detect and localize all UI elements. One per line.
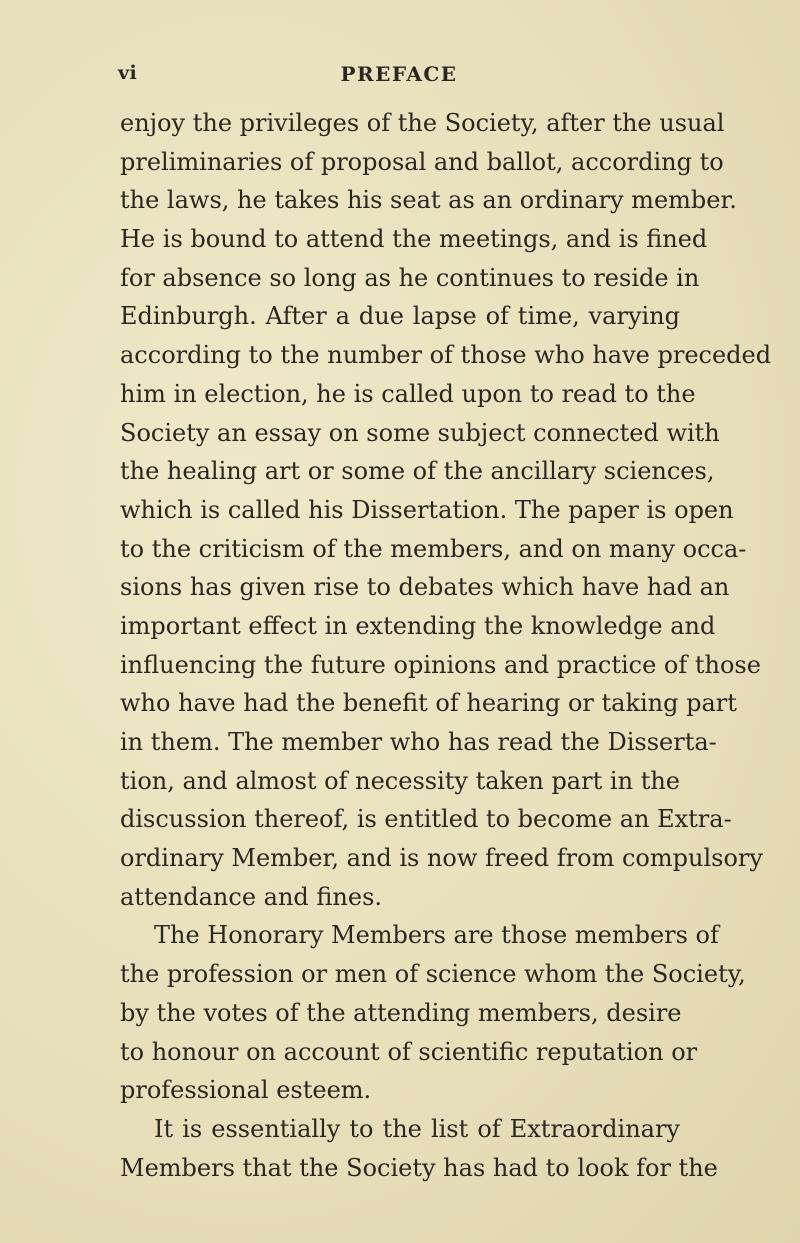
text-line: which is called his Dissertation. The paper is open — [120, 495, 734, 524]
text-line: him in election, he is called upon to read to the — [120, 379, 696, 408]
text-line: influencing the future opinions and practice of those — [120, 650, 761, 679]
running-head — [118, 62, 680, 90]
text-line: professional esteem. — [120, 1076, 372, 1105]
text-line: discussion thereof, is entitled to become an Extra- — [120, 805, 732, 834]
page-number: vi — [118, 62, 138, 84]
text-line: ordinary Member, and is now freed from compulsory — [120, 844, 763, 873]
text-line: Society an essay on some subject connected with — [120, 418, 720, 447]
text-line: the profession or men of science whom the Society, — [120, 960, 746, 989]
header-title: PREFACE — [340, 62, 458, 86]
text-line: sions has given rise to debates which have had an — [120, 573, 730, 602]
text-line: tion, and almost of necessity taken part in the — [120, 766, 680, 795]
text-line: important effect in extending the knowledge and — [120, 611, 716, 640]
text-line: Edinburgh. After a due lapse of time, varying — [120, 302, 680, 331]
text-line: who have had the benefit of hearing or taking part — [120, 689, 737, 718]
text-line: The Honorary Members are those members of — [154, 921, 719, 950]
text-line: Members that the Society has had to look for the — [120, 1153, 718, 1182]
body-text — [120, 104, 772, 1187]
text-line: for absence so long as he continues to reside in — [120, 263, 700, 292]
text-line: to the criticism of the members, and on many occa- — [120, 534, 747, 563]
text-line: to honour on account of scientific reputation or — [120, 1037, 698, 1066]
text-line: It is essentially to the list of Extraordinary — [154, 1114, 680, 1143]
text-line: the healing art or some of the ancillary sciences, — [120, 457, 715, 486]
text-line: enjoy the privileges of the Society, after the usual — [120, 109, 725, 137]
text-line: by the votes of the attending members, desire — [120, 998, 682, 1027]
text-line: He is bound to attend the meetings, and is fined — [120, 225, 708, 254]
text-line: according to the number of those who have preceded — [120, 341, 772, 370]
text-line: in them. The member who has read the Disserta- — [120, 728, 717, 756]
text-line: the laws, he takes his seat as an ordinary member. — [120, 186, 737, 215]
text-line: preliminaries of proposal and ballot, according to — [120, 147, 724, 176]
text-line: attendance and fines. — [120, 882, 383, 911]
